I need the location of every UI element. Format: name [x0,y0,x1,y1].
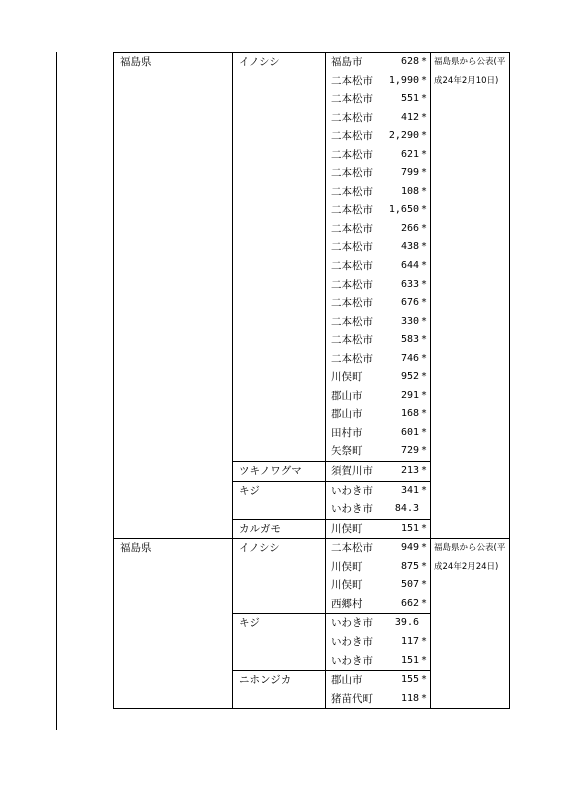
location-value-cell [326,652,431,671]
municipality-name: いわき市 [331,484,373,497]
source-note-cell [431,53,510,539]
measurement-value: 644 [400,260,419,272]
municipality-name: 二本松市 [331,148,373,161]
measurement-value: 729 [400,445,419,457]
asterisk-mark: * [421,445,427,457]
municipality-name: 二本松市 [331,278,373,291]
asterisk-mark: * [421,352,427,364]
source-note-line: 福島県から公表(平 [434,57,506,67]
asterisk-mark: * [421,130,427,142]
measurement-value: 39.6 [394,617,419,629]
location-value-cell [326,671,431,690]
location-value-cell [326,614,431,633]
measurement-value: 875 [400,560,419,572]
municipality-name: 郡山市 [331,408,363,421]
asterisk-mark: * [421,334,427,346]
location-value-cell [326,331,431,350]
location-value-cell [326,633,431,652]
location-value-cell [326,276,431,295]
location-value-cell [326,690,431,709]
measurement-value: 949 [400,542,419,554]
asterisk-mark: * [421,260,427,272]
measurement-value: 118 [400,692,419,704]
measurement-value: 341 [400,484,419,496]
inspection-results-table [113,52,510,709]
location-value-cell [326,90,431,109]
measurement-value: 155 [400,674,419,686]
municipality-name: 二本松市 [331,260,373,273]
measurement-value: 621 [400,148,419,160]
asterisk-mark: * [421,560,427,572]
asterisk-mark: * [421,56,427,67]
location-value-cell [326,481,431,500]
asterisk-mark: * [421,408,427,420]
measurement-value: 108 [400,185,419,197]
municipality-name: 西郷村 [331,597,363,610]
municipality-name: 川俣町 [331,522,363,535]
municipality-name: 二本松市 [331,542,373,555]
measurement-value: 583 [400,334,419,346]
measurement-value: 676 [400,297,419,309]
measurement-value: 438 [400,241,419,253]
municipality-name: 郡山市 [331,389,363,402]
measurement-value: 2,290 [388,130,419,142]
measurement-value: 507 [400,579,419,591]
municipality-name: 二本松市 [331,315,373,328]
measurement-value: 84.3 [394,503,419,515]
location-value-cell [326,405,431,424]
municipality-name: 田村市 [331,426,363,439]
location-value-cell [326,220,431,239]
species-cell: カルガモ [233,519,326,539]
measurement-value: 213 [400,465,419,477]
asterisk-mark: * [421,484,427,496]
measurement-value: 628 [400,56,419,67]
asterisk-mark: * [421,111,427,123]
asterisk-mark: * [421,579,427,591]
location-value-cell [326,442,431,461]
location-value-cell [326,558,431,577]
municipality-name: いわき市 [331,617,373,630]
location-value-cell [326,313,431,332]
table-row [114,53,510,72]
measurement-value: 662 [400,597,419,609]
left-margin-line [56,52,57,730]
table-row [114,539,510,558]
asterisk-mark: * [421,465,427,477]
measurement-value: 1,990 [388,74,419,86]
municipality-name: 川俣町 [331,371,363,384]
asterisk-mark: * [421,185,427,197]
location-value-cell [326,539,431,558]
measurement-value: 151 [400,654,419,666]
location-value-cell [326,53,431,72]
asterisk-mark: * [421,204,427,216]
measurement-value: 412 [400,111,419,123]
location-value-cell [326,350,431,369]
asterisk-mark: * [421,74,427,86]
location-value-cell [326,462,431,482]
location-value-cell [326,424,431,443]
municipality-name: 須賀川市 [331,465,373,478]
municipality-name: 二本松市 [331,334,373,347]
municipality-name: 二本松市 [331,297,373,310]
location-value-cell [326,368,431,387]
location-value-cell [326,387,431,406]
measurement-value: 601 [400,426,419,438]
municipality-name: 二本松市 [331,111,373,124]
prefecture-cell: 福島県 [114,539,233,709]
measurement-value: 330 [400,315,419,327]
asterisk-mark: * [421,597,427,609]
municipality-name: 二本松市 [331,74,373,87]
asterisk-mark: * [421,315,427,327]
municipality-name: 二本松市 [331,241,373,254]
municipality-name: 二本松市 [331,167,373,180]
municipality-name: 二本松市 [331,222,373,235]
municipality-name: 川俣町 [331,560,363,573]
asterisk-mark: * [421,167,427,179]
measurement-value: 746 [400,352,419,364]
asterisk-mark: * [421,93,427,105]
location-value-cell [326,72,431,91]
municipality-name: いわき市 [331,635,373,648]
asterisk-mark: * [421,148,427,160]
measurement-value: 551 [400,93,419,105]
asterisk-mark: * [421,371,427,383]
municipality-name: 二本松市 [331,130,373,143]
municipality-name: 郡山市 [331,674,363,687]
asterisk-mark: * [421,222,427,234]
asterisk-mark: * [421,389,427,401]
prefecture-cell: 福島県 [114,53,233,539]
measurement-value: 151 [400,522,419,534]
location-value-cell [326,595,431,614]
measurement-value: 799 [400,167,419,179]
municipality-name: 川俣町 [331,579,363,592]
asterisk-mark: * [421,278,427,290]
location-value-cell [326,109,431,128]
asterisk-mark: * [421,522,427,534]
measurement-value: 168 [400,408,419,420]
asterisk-mark: * [421,674,427,686]
source-note-line: 成24年2月24日) [434,562,499,573]
asterisk-mark: * [421,426,427,438]
asterisk-mark: * [421,297,427,309]
location-value-cell [326,201,431,220]
location-value-cell [326,257,431,276]
municipality-name: 二本松市 [331,185,373,198]
municipality-name: 矢祭町 [331,445,363,458]
species-cell: キジ [233,614,326,671]
measurement-value: 291 [400,389,419,401]
municipality-name: いわき市 [331,654,373,667]
measurement-value: 952 [400,371,419,383]
measurement-value: 266 [400,222,419,234]
location-value-cell [326,519,431,539]
species-cell: キジ [233,481,326,519]
asterisk-mark: * [421,692,427,704]
location-value-cell [326,127,431,146]
location-value-cell [326,294,431,313]
municipality-name: 二本松市 [331,352,373,365]
species-cell: イノシシ [233,539,326,614]
species-cell: ニホンジカ [233,671,326,709]
source-note-line: 成24年2月10日) [434,76,499,86]
municipality-name: いわき市 [331,503,373,516]
municipality-name: 猪苗代町 [331,692,373,705]
location-value-cell [326,238,431,257]
species-cell: イノシシ [233,53,326,462]
municipality-name: 二本松市 [331,204,373,217]
measurement-value: 1,650 [388,204,419,216]
asterisk-mark: * [421,542,427,554]
source-note-line: 福島県から公表(平 [434,543,506,554]
location-value-cell [326,500,431,519]
asterisk-mark: * [421,654,427,666]
measurement-value: 117 [400,635,419,647]
measurement-value: 633 [400,278,419,290]
location-value-cell [326,576,431,595]
location-value-cell [326,183,431,202]
asterisk-mark: * [421,635,427,647]
location-value-cell [326,164,431,183]
municipality-name: 福島市 [331,56,363,68]
asterisk-mark: * [421,241,427,253]
location-value-cell [326,146,431,165]
species-cell: ツキノワグマ [233,462,326,482]
source-note-cell [431,539,510,709]
municipality-name: 二本松市 [331,93,373,106]
